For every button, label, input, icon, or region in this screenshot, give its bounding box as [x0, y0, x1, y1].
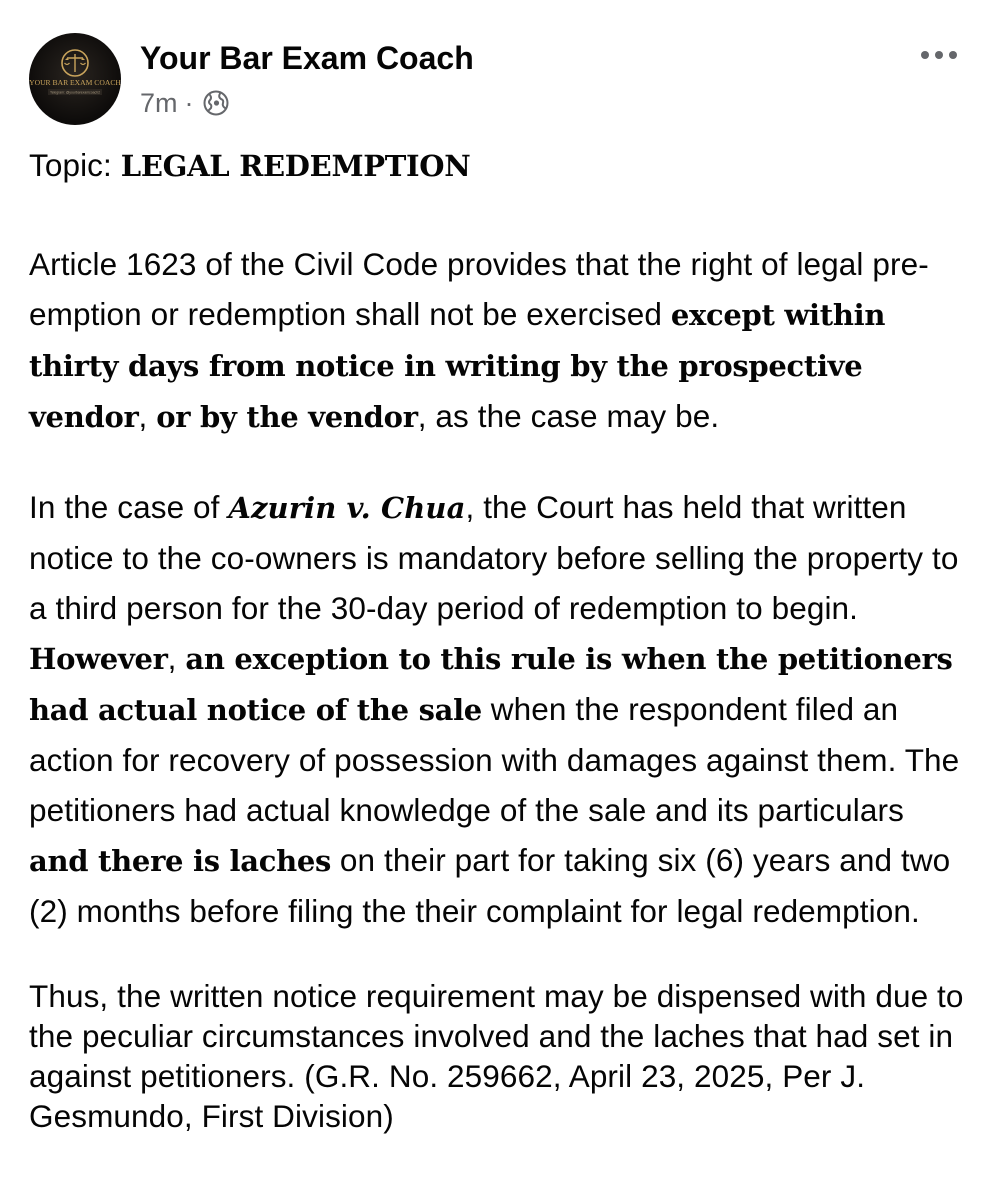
p2-text-a: In the case of	[29, 489, 229, 525]
post-header	[0, 0, 993, 140]
p1-text-b: ,	[138, 398, 157, 434]
topic-line	[29, 140, 969, 191]
paragraph-azurin-v-chua	[29, 482, 969, 936]
author-name[interactable]: Your Bar Exam Coach	[140, 40, 474, 76]
scales-of-justice-icon	[29, 33, 121, 125]
paragraph-article-1623	[29, 239, 969, 442]
post-meta	[140, 86, 230, 120]
p2-bold-a: However	[29, 642, 168, 676]
more-options-button[interactable]	[917, 40, 961, 70]
p2-text-e: on their part for taking six (6) years and two (2) months before filing the their complaint for legal redemption.	[29, 842, 951, 929]
topic-prefix: Topic:	[29, 147, 121, 183]
p1-bold-b: or by the vendor	[156, 400, 418, 434]
topic-title: LEGAL REDEMPTION	[120, 149, 471, 183]
post-body	[29, 140, 969, 1176]
post-timestamp[interactable]: 7m	[140, 87, 178, 118]
p2-text-c: ,	[167, 640, 186, 676]
globe-icon	[202, 89, 230, 117]
p1-text-a: Article 1623 of the Civil Code provides that the right of legal pre-emption or redemption shall not be exercised	[29, 246, 929, 332]
p2-bold-c: and there is laches	[29, 844, 332, 878]
avatar[interactable]	[29, 33, 121, 125]
meta-separator: ·	[184, 87, 194, 118]
avatar-subtitle: Telegram: @yourbarexamcoach2	[50, 90, 100, 95]
p2-bold-b: an exception to this rule is when the petitioners had actual notice of the sale	[29, 642, 953, 727]
more-options-icon	[917, 40, 961, 70]
paragraph-conclusion: Thus, the written notice requirement may be dispensed with due to the peculiar circumstances involved and the laches that had set in against petitioners. (G.R. No. 259662, April 23, 2025, Per J. Gesmundo, First Division)	[29, 978, 964, 1134]
p1-bold-a: except within thirty days from notice in writing by the prospective vendor	[29, 298, 886, 434]
case-name: Azurin v. Chua	[228, 491, 466, 525]
avatar-title: YOUR BAR EXAM COACH	[29, 78, 121, 87]
p1-text-c: , as the case may be.	[417, 398, 720, 434]
p2-text-b: , the Court has held that written notice to the co-owners is mandatory before selling the property to a third person for the 30-day period of redemption to begin.	[29, 489, 959, 626]
p2-text-d: when the respondent filed an action for recovery of possession with damages against them. The petitioners had actual knowledge of the sale and its particulars	[29, 691, 960, 828]
